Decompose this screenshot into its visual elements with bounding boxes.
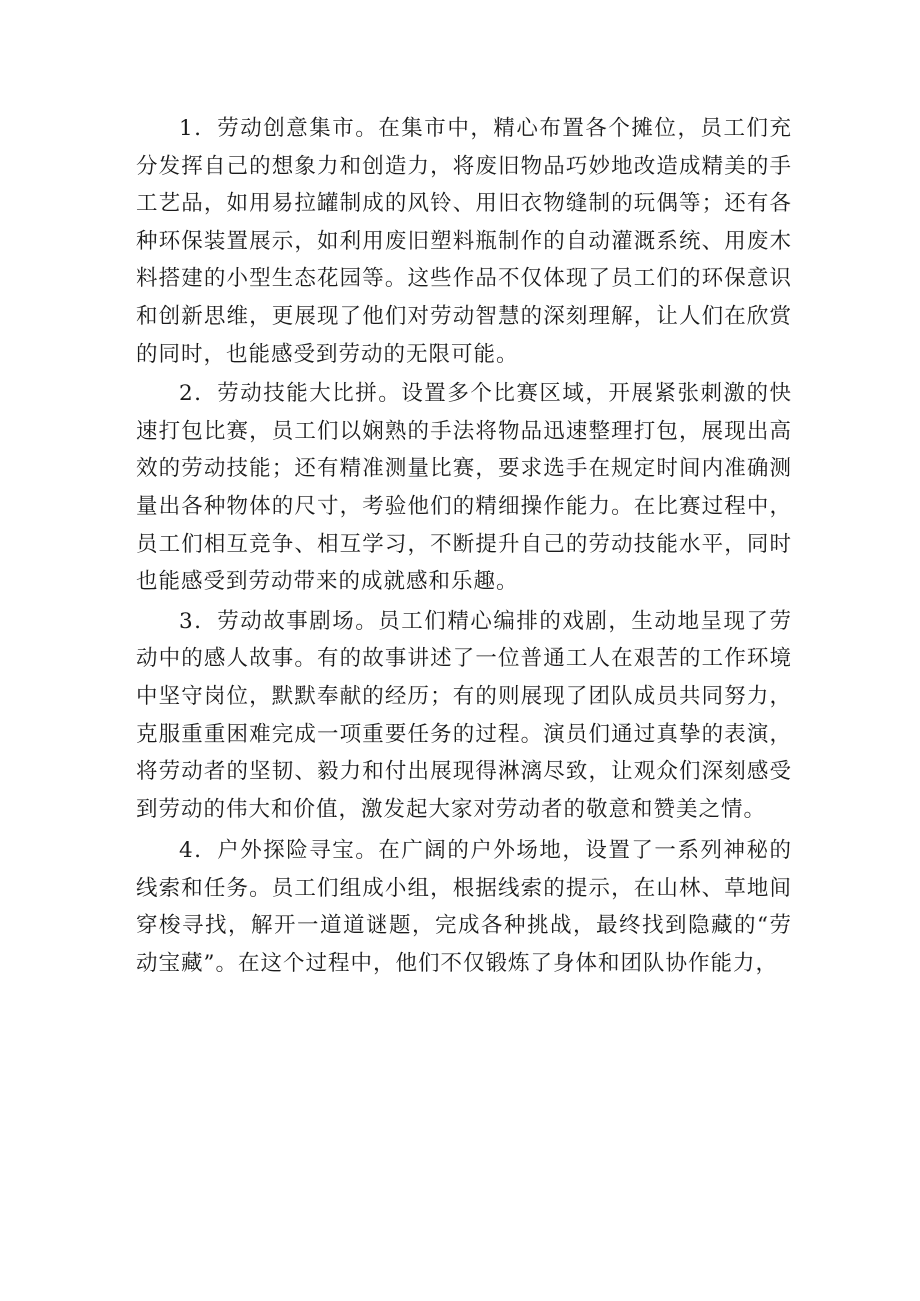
paragraph-labor-creative-market: 1．劳动创意集市。在集市中，精心布置各个摊位，员工们充分发挥自己的想象力和创造力，将废旧物品巧妙地改造成精美的手工艺品，如用易拉罐制成的风铃、用旧衣物缝制的玩偶等；还有各种环保装置展示，如利用废旧塑料瓶制作的自动灌溉系统、用废木料搭建的小型生态花园等。这些作品不仅体现了员工们的环保意识和创新思维，更展现了他们对劳动智慧的深刻理解，让人们在欣赏的同时，也能感受到劳动的无限可能。 xyxy=(136,116,792,367)
paragraph-outdoor-treasure-hunt: 4．户外探险寻宝。在广阔的户外场地，设置了一系列神秘的线索和任务。员工们组成小组，根据线索的提示，在山林、草地间穿梭寻找，解开一道道谜题，完成各种挑战，最终找到隐藏的“劳动宝藏”。在这个过程中，他们不仅锻炼了身体和团队协作能力， xyxy=(136,838,792,977)
paragraph-labor-skills-contest: 2．劳动技能大比拼。设置多个比赛区域，开展紧张刺激的快速打包比赛，员工们以娴熟的手法将物品迅速整理打包，展现出高效的劳动技能；还有精准测量比赛，要求选手在规定时间内准确测量出各种物体的尺寸，考验他们的精细操作能力。在比赛过程中，员工们相互竞争、相互学习，不断提升自己的劳动技能水平，同时也能感受到劳动带来的成就感和乐趣。 xyxy=(136,381,792,595)
document-body xyxy=(136,110,792,985)
paragraph-labor-story-theater: 3．劳动故事剧场。员工们精心编排的戏剧，生动地呈现了劳动中的感人故事。有的故事讲述了一位普通工人在艰苦的工作环境中坚守岗位，默默奉献的经历；有的则展现了团队成员共同努力，克服重重困难完成一项重要任务的过程。演员们通过真挚的表演，将劳动者的坚韧、毅力和付出展现得淋漓尽致，让观众们深刻感受到劳动的伟大和价值，激发起大家对劳动者的敬意和赞美之情。 xyxy=(136,608,792,822)
